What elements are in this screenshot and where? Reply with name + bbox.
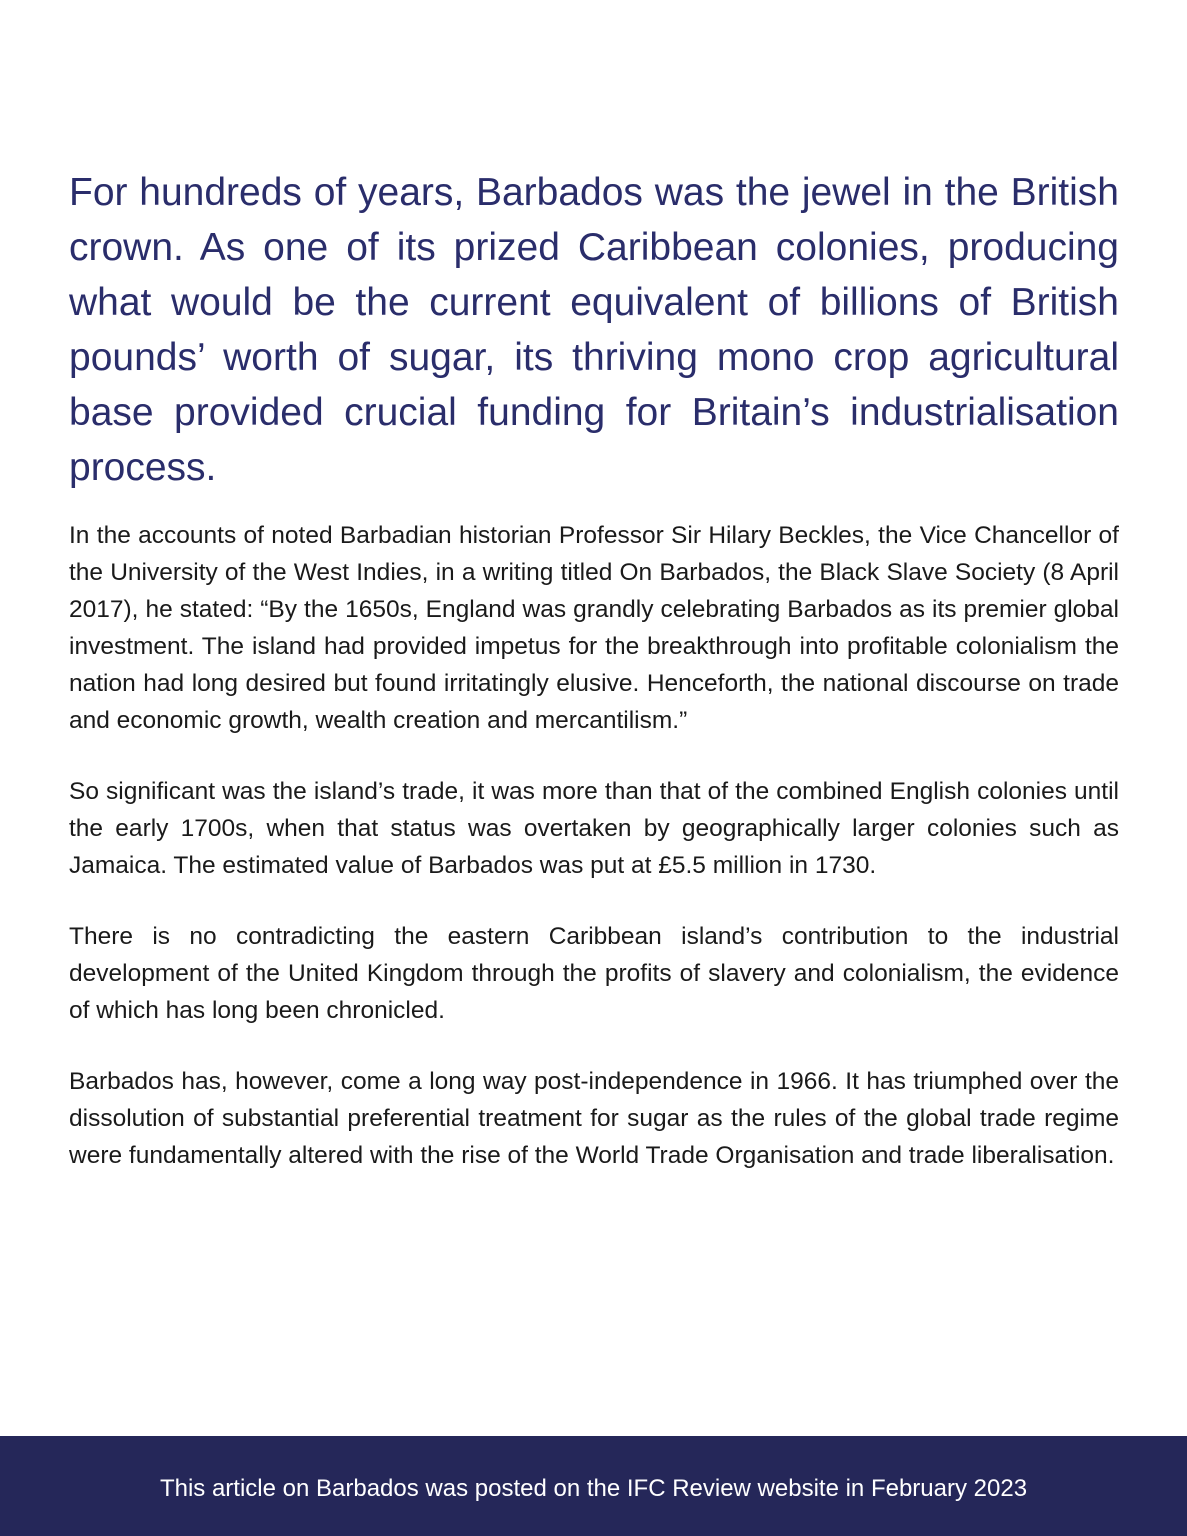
article-body: [69, 165, 1119, 1174]
footer-note: This article on Barbados was posted on the IFC Review website in February 2023: [159, 1475, 1028, 1502]
footer-banner: [0, 1436, 1187, 1536]
body-paragraph-3: There is no contradicting the eastern Caribbean island’s contribution to the industrial development of the United Kingdom through the profits of slavery and colonialism, the evidence of which has long been chronicled.: [69, 923, 1119, 1024]
body-paragraph-2: So significant was the island’s trade, it was more than that of the combined English colonies until the early 1700s, when that status was overtaken by geographically larger colonies such as Jamaica. The estimated value of Barbados was put at £5.5 million in 1730.: [69, 778, 1119, 879]
lead-paragraph: For hundreds of years, Barbados was the jewel in the British crown. As one of its prized Caribbean colonies, producing what would be the current equivalent of billions of British pounds’ worth of sugar, its thriving mono crop agricultural base provided crucial funding for Britain’s industrialisation process.: [69, 171, 1119, 489]
body-paragraph-4: Barbados has, however, come a long way post-independence in 1966. It has triumphed over the dissolution of substantial preferential treatment for sugar as the rules of the global trade regime were fundamentally altered with the rise of the World Trade Organisation and trade liberalisation.: [69, 1068, 1119, 1169]
body-paragraph-1: In the accounts of noted Barbadian historian Professor Sir Hilary Beckles, the Vice Chancellor of the University of the West Indies, in a writing titled On Barbados, the Black Slave Society (8 April 2017), he stated: “By the 1650s, England was grandly celebrating Barbados as its premier global investment. The island had provided impetus for the breakthrough into profitable colonialism the nation had long desired but found irritatingly elusive. Henceforth, the national discourse on trade and economic growth, wealth creation and mercantilism.”: [69, 522, 1119, 734]
